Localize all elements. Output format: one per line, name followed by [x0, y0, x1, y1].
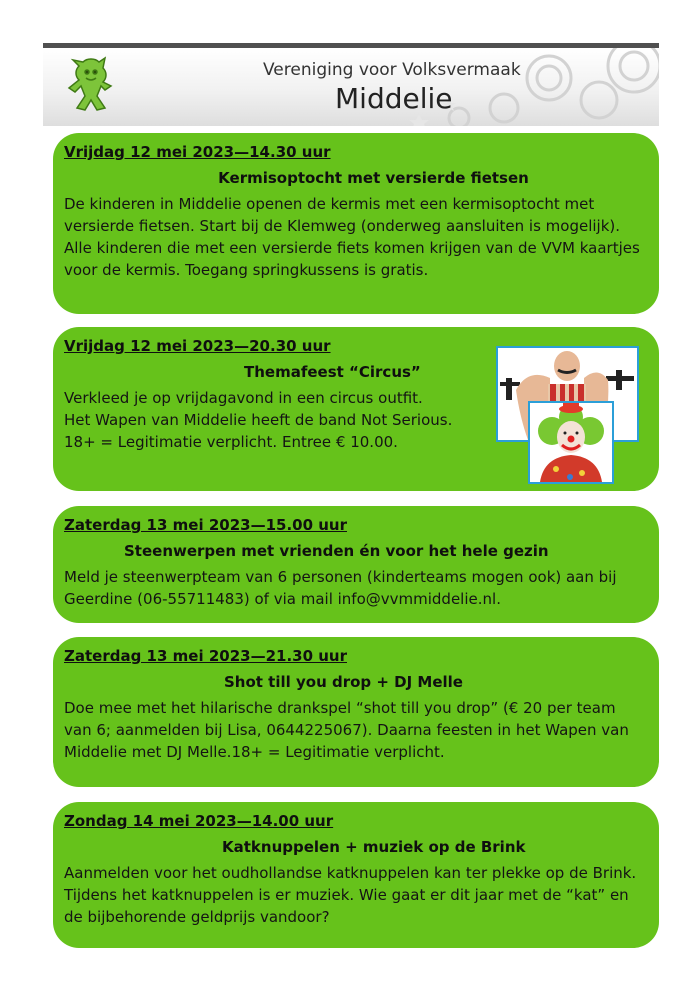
- event-heading: Katknuppelen + muziek op de Brink: [222, 838, 526, 856]
- event-card: [53, 802, 659, 948]
- event-description: Aanmelden voor het oudhollandse katknuppelen kan ter plekke op de Brink. Tijdens het katknuppelen is er muziek. Wie gaat er dit jaar met de “kat” en de bijbehorende geldprijs vandoor?: [64, 864, 637, 926]
- event-description-line: Het Wapen van Middelie heeft de band Not Serious.: [64, 411, 453, 429]
- event-heading: Steenwerpen met vrienden én voor het hele gezin: [124, 542, 549, 560]
- event-description-line: 18+ = Legitimatie verplicht. Entree € 10.00.: [64, 433, 398, 451]
- event-date: Zondag 14 mei 2023—14.00 uur: [64, 812, 334, 830]
- event-description: Meld je steenwerpteam van 6 personen (kinderteams mogen ook) aan bij Geerdine (06-55711483) of via mail info@vvmmiddelie.nl.: [64, 568, 617, 608]
- event-card: [53, 133, 659, 314]
- event-heading: Shot till you drop + DJ Melle: [224, 673, 463, 691]
- header-banner: [43, 43, 659, 126]
- event-date: Zaterdag 13 mei 2023—15.00 uur: [64, 516, 347, 534]
- event-description: Doe mee met het hilarische drankspel “shot till you drop” (€ 20 per team van 6; aanmelden bij Lisa, 0644225067). Daarna feesten in het Wapen van Middelie met DJ Melle.18+ = Legitimatie verplicht.: [64, 699, 629, 761]
- organization-name: Vereniging voor Volksvermaak: [263, 60, 521, 80]
- event-date: Vrijdag 12 mei 2023—14.30 uur: [64, 143, 331, 161]
- jester-logo-icon: [61, 56, 121, 116]
- event-description-line: Verkleed je op vrijdagavond in een circus outfit.: [64, 389, 423, 407]
- event-date: Zaterdag 13 mei 2023—21.30 uur: [64, 647, 347, 665]
- event-card: [53, 637, 659, 787]
- event-heading: Kermisoptocht met versierde fietsen: [218, 169, 529, 187]
- event-date: Vrijdag 12 mei 2023—20.30 uur: [64, 337, 331, 355]
- event-card: [53, 506, 659, 623]
- circus-clown-photo: [528, 401, 614, 484]
- page-title: Middelie: [335, 82, 453, 115]
- event-description: De kinderen in Middelie openen de kermis met een kermisoptocht met versierde fietsen. Start bij de Klemweg (onderweg aansluiten is mogelijk). Alle kinderen die met een versierde fiets komen krijgen van de VVM kaartjes voor de kermis. Toegang springkussens is gratis.: [64, 195, 640, 279]
- event-heading: Themafeest “Circus”: [244, 363, 421, 381]
